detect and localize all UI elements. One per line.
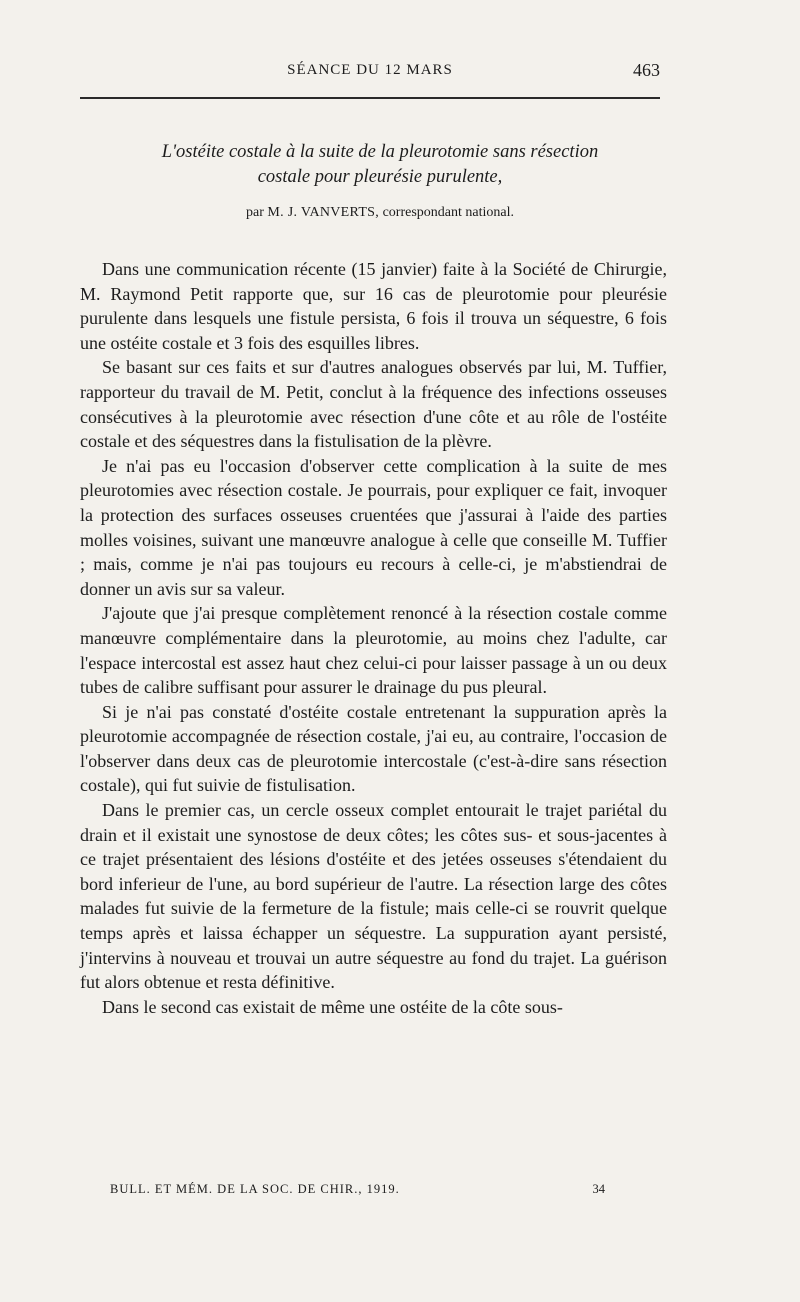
article-title-line-2: costale pour pleurésie purulente, [257,167,503,187]
article-title [80,140,680,190]
paragraph-6: Dans le premier cas, un cercle osseux complet entourait le trajet pariétal du drain et il existait une synostose de deux côtes; les côtes sus- et sous-jacentes à ce trajet présentaient des lésions d'ostéite et des jetées osseuses s'étendaient du bord inferieur de l'une, au bord supérieur de l'autre. La résection large des côtes malades fut suivie de la fermeture de la fistule; mais celle-ci se rouvrit quelque temps après et laissa échapper un séquestre. La suppuration ayant persisté, j'intervins à nouveau et trouvai un autre séquestre au fond du trajet. La guérison fut alors obtenue et resta définitive. [80,800,667,993]
byline [80,205,680,221]
byline-suffix: correspondant national. [382,205,514,220]
byline-prefix: par [246,205,264,220]
paragraph-1: Dans une communication récente (15 janvier) faite à la Société de Chirurgie, M. Raymond Petit rapporte que, sur 16 cas de pleurotomie pour pleurésie purulente dans lesquels une fistule persista, 6 fois il trouva un séquestre, 6 fois une ostéite costale et 3 fois des esquilles libres. [80,259,667,353]
paragraph-3: Je n'ai pas eu l'occasion d'observer cette complication à la suite de mes pleurotomies avec résection costale. Je pourrais, pour expliquer ce fait, invoquer la protection des surfaces osseuses cruentées que j'assurai à l'aide des parties molles voisines, suivant une manœuvre analogue à celle que conseille M. Tuffier ; mais, comme je n'ai pas toujours eu recours à celle-ci, je m'abstiendrai de donner un avis sur sa valeur. [80,455,667,599]
header-rule [80,97,660,99]
running-title: SÉANCE DU 12 MARS [287,62,453,78]
footer-sheet-number: 34 [592,1182,605,1196]
paragraph-7: Dans le second cas existait de même une ostéite de la côte sous- [102,996,563,1017]
paragraph-5: Si je n'ai pas constaté d'ostéite costale entretenant la suppuration après la pleurotomie accompagnée de résection costale, j'ai eu, au contraire, l'occasion de l'observer dans deux cas de pleurotomie intercostale (c'est-à-dire sans résection costale), qui fut suivie de fistulisation. [80,701,667,796]
article-title-line-1: L'ostéite costale à la suite de la pleurotomie sans résection [161,142,599,162]
footer-journal: BULL. ET MÉM. DE LA SOC. DE CHIR., 1919. [110,1182,400,1196]
running-head [80,60,660,84]
page-number: 463 [633,60,660,80]
paragraph-4: J'ajoute que j'ai presque complètement renoncé à la résection costale comme manœuvre complémentaire dans la pleurotomie, au moins chez l'adulte, car l'espace intercostal est assez haut chez celui-ci pour laisser passage à un ou deux tubes de calibre suffisant pour assurer le drainage du pus pleural. [80,603,667,698]
page-footer [110,1182,605,1202]
byline-author: M. J. VANVERTS, [267,205,380,220]
article-body [80,257,667,1019]
paragraph-2: Se basant sur ces faits et sur d'autres analogues observés par lui, M. Tuffier, rapporteur du travail de M. Petit, conclut à la fréquence des infections osseuses consécutives à la pleurotomie avec résection d'une côte et au rôle de l'ostéite costale et des séquestres dans la fistulisation de la plèvre. [80,357,667,452]
